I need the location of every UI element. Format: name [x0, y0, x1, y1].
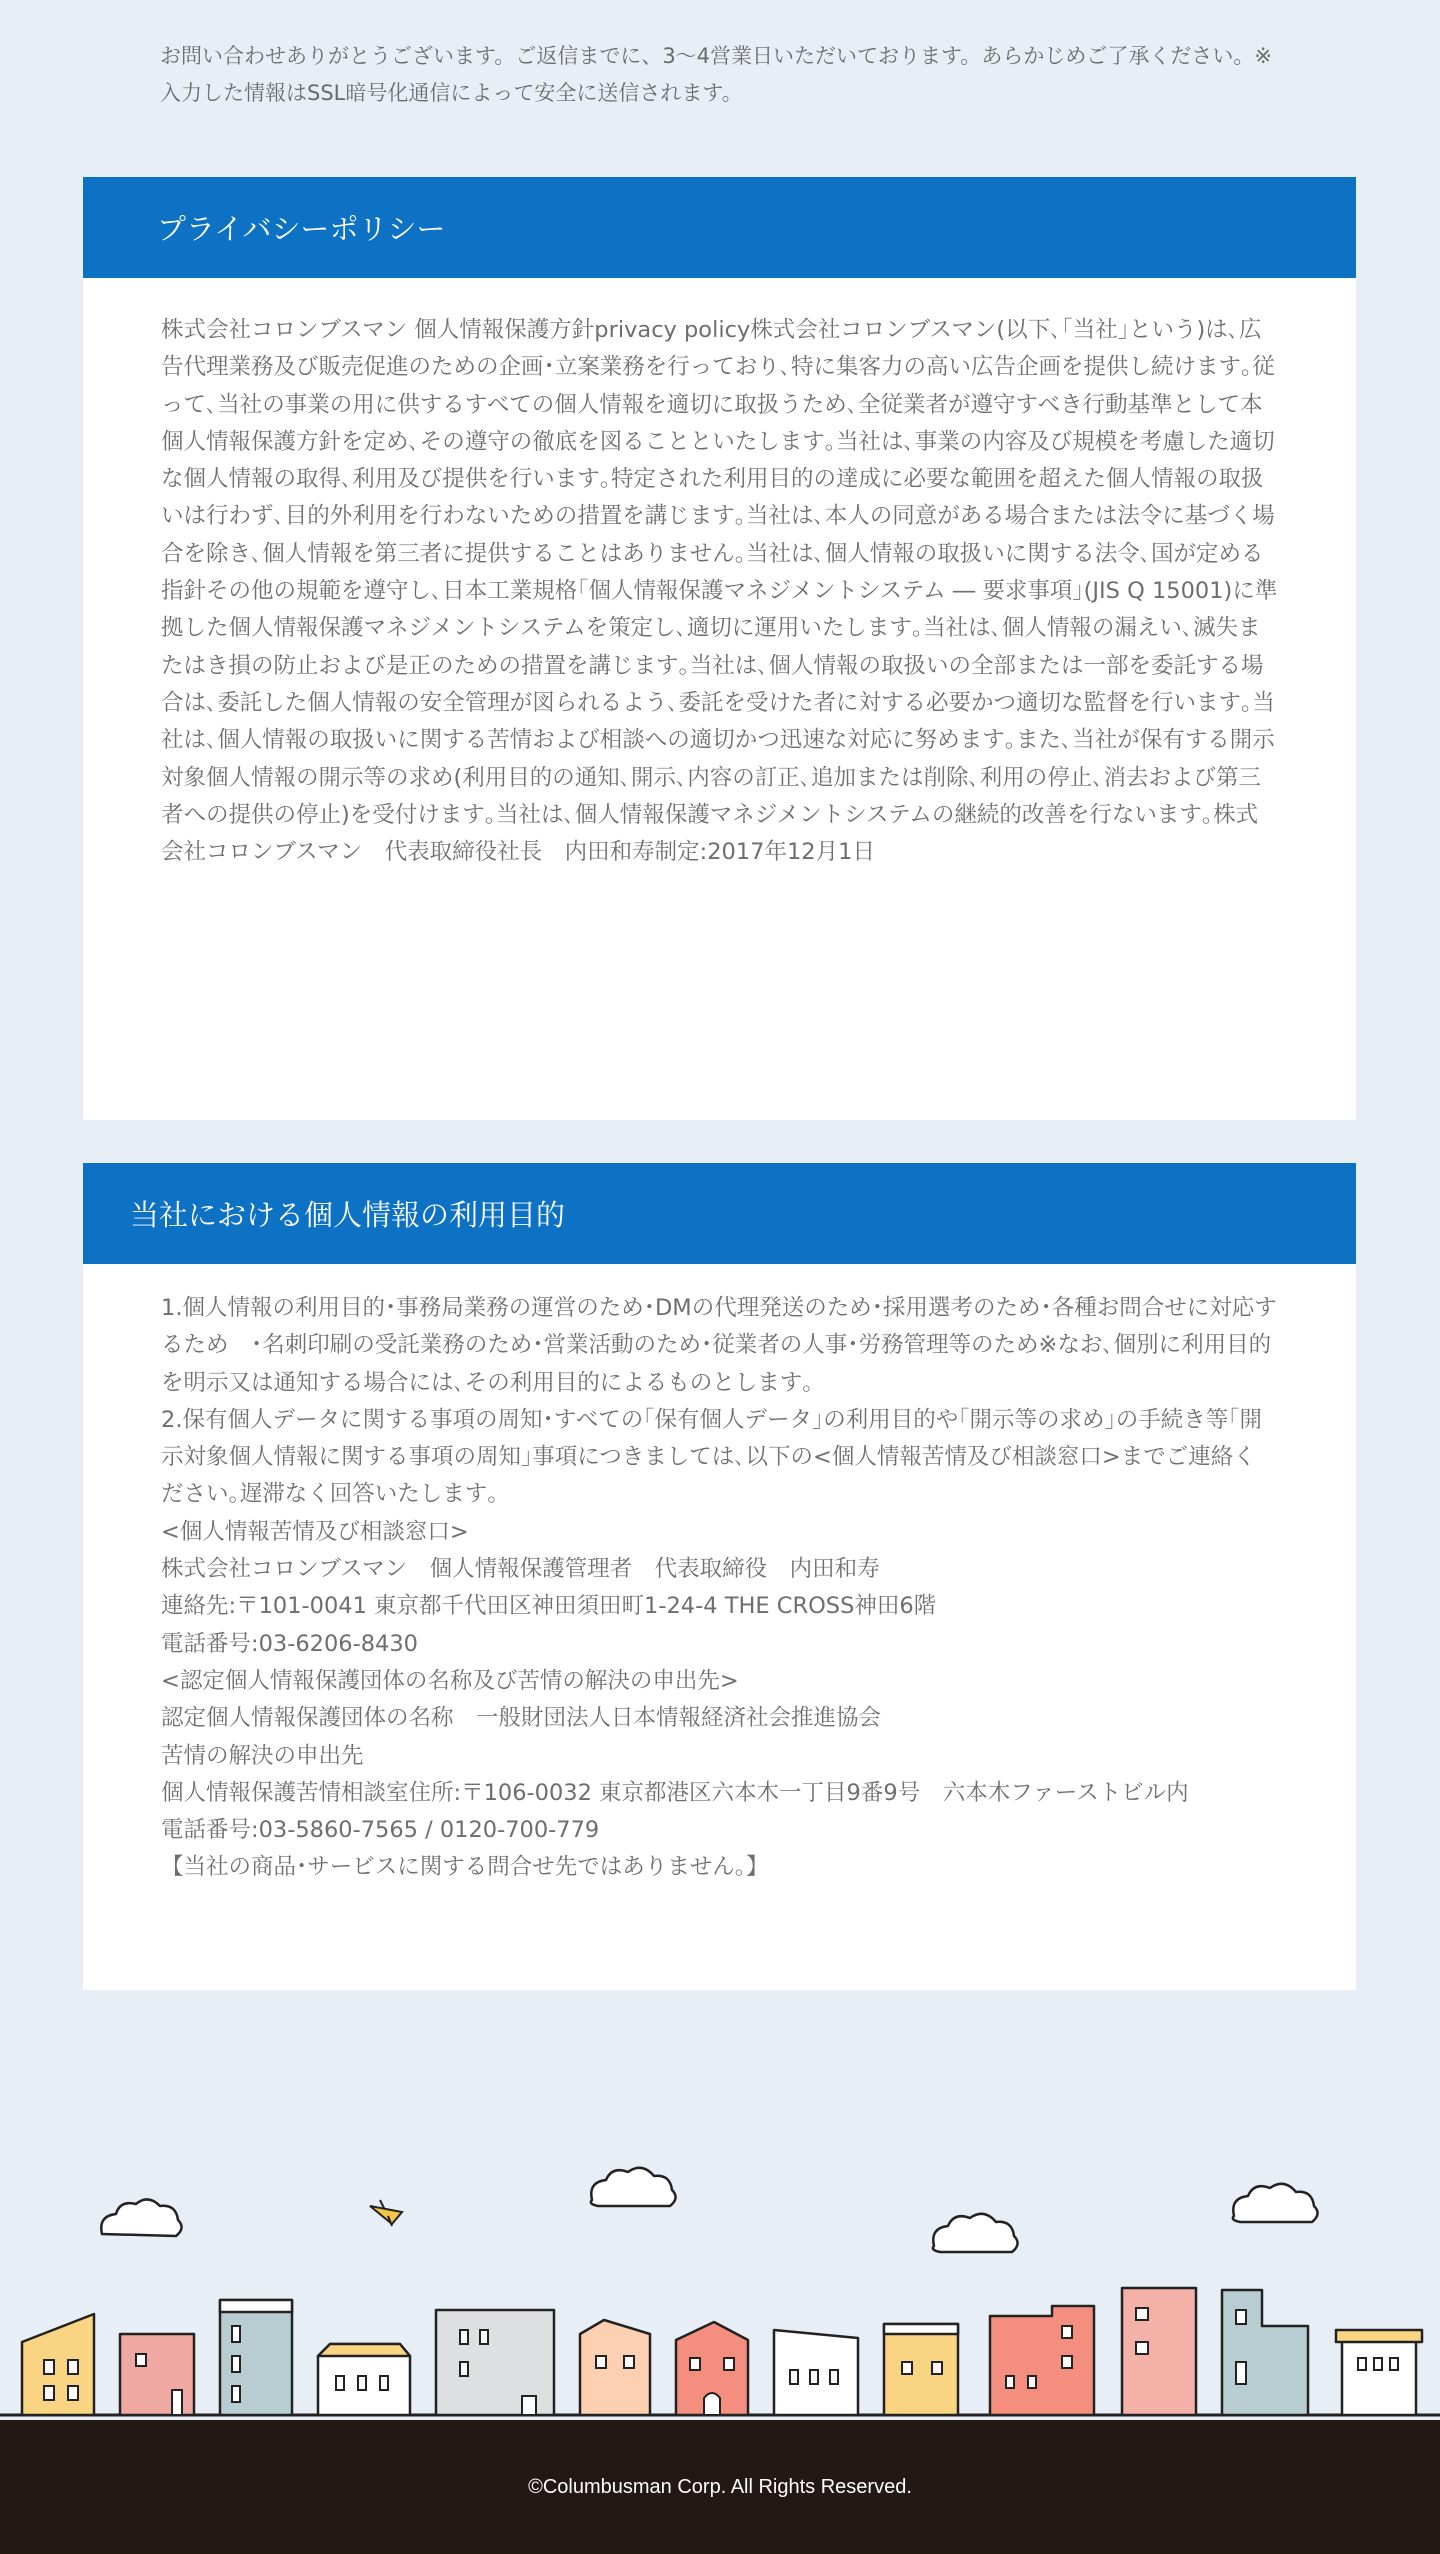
building-icon: [1122, 2288, 1196, 2415]
building-icon: [580, 2320, 650, 2415]
purpose-line: 1.個人情報の利用目的･事務局業務の運営のため･DMの代理発送のため･採用選考のため･各種お問合せに対応するため ･名刺印刷の受託業務のため･営業活動のため･従業者の人事･労務管理等のため※なお､個別に利用目的を明示又は通知する場合には､その利用目的によるものとします｡: [161, 1295, 1277, 1396]
contact-phone: 電話番号:03-6206-8430: [161, 1630, 418, 1657]
usage-purpose-section: [83, 1163, 1356, 1990]
building-icon: [1342, 2332, 1416, 2415]
town-illustration: [0, 2150, 1440, 2420]
complaint-office-phone: 電話番号:03-5860-7565 / 0120-700-779: [161, 1817, 600, 1844]
building-icon: [220, 2300, 292, 2415]
building-icon: [22, 2314, 94, 2415]
certified-org-heading: <認定個人情報保護団体の名称及び苦情の解決の申出先>: [161, 1667, 739, 1694]
cloud-icon: [591, 2168, 676, 2206]
privacy-manager: 株式会社コロンブスマン 個人情報保護管理者 代表取締役 内田和寿: [161, 1556, 880, 1583]
usage-purpose-title: 当社における個人情報の利用目的: [130, 1198, 566, 1232]
building-icon: [1222, 2290, 1308, 2415]
complaint-contact-label: 苦情の解決の申出先: [161, 1742, 364, 1769]
privacy-policy-section: [83, 177, 1356, 1120]
usage-purpose-body: [83, 1264, 1356, 1887]
complaint-office-address: 個人情報保護苦情相談室住所:〒106-0032 東京都港区六本木一丁目9番9号 六本木ファーストビル内: [161, 1779, 1189, 1806]
inquiry-note: 【当社の商品･サービスに関する問合せ先ではありません｡】: [161, 1854, 769, 1881]
purpose-line: 2.保有個人データに関する事項の周知･すべての｢保有個人データ｣の利用目的や｢開示等の求め｣の手続き等｢開示対象個人情報に関する事項の周知｣事項につきましては､以下の<個人情報苦情及び相談窓口>までご連絡ください｡遅滞なく回答いたします｡: [161, 1406, 1263, 1508]
usage-purpose-header: [83, 1163, 1356, 1264]
building-icon: [884, 2324, 958, 2415]
airplane-icon: [370, 2200, 402, 2226]
privacy-policy-body: 株式会社コロンブスマン 個人情報保護方針privacy policy株式会社コロンブスマン(以下､｢当社｣という)は､広告代理業務及び販売促進のための企画･立案業務を行っており､特に集客力の高い広告企画を提供し続けます｡従って､当社の事業の用に供するすべての個人情報を適切に取扱うため､全従業者が遵守すべき行動基準として本個人情報保護方針を定め､その遵守の徹底を図ることといたします｡当社は､事業の内容及び規模を考慮した適切な個人情報の取得､利用及び提供を行います｡特定された利用目的の達成に必要な範囲を超えた個人情報の取扱いは行わず､目的外利用を行わないための措置を講じます｡当社は､本人の同意がある場合または法令に基づく場合を除き､個人情報を第三者に提供することはありません｡当社は､個人情報の取扱いに関する法令､国が定める指針その他の規範を遵守し､日本工業規格｢個人情報保護マネジメントシステム ― 要求事項｣(JIS Q 15001)に準拠した個人情報保護マネジメントシステムを策定し､適切に運用いたします｡当社は､個人情報の漏えい､滅失またはき損の防止および是正のための措置を講じます｡当社は､個人情報の取扱いの全部または一部を委託する場合は､委託した個人情報の安全管理が図られるよう､委託を受けた者に対する必要かつ適切な監督を行います｡当社は､個人情報の取扱いに関する苦情および相談への適切かつ迅速な対応に努めます｡また､当社が保有する開示対象個人情報の開示等の求め(利用目的の通知､開示､内容の訂正､追加または削除､利用の停止､消去および第三者への提供の停止)を受付けます｡当社は､個人情報保護マネジメントシステムの継続的改善を行ないます｡株式会社コロンブスマン 代表取締役社長 内田和寿制定:2017年12月1日: [161, 317, 1278, 866]
cloud-icon: [1233, 2184, 1318, 2222]
privacy-policy-title: プライバシーポリシー: [157, 212, 446, 246]
contact-window-heading: <個人情報苦情及び相談窓口>: [161, 1518, 469, 1545]
copyright-text: ©Columbusman Corp. All Rights Reserved.: [528, 2475, 912, 2498]
page-footer: [0, 2420, 1440, 2554]
contact-address: 連絡先:〒101-0041 東京都千代田区神田須田町1-24-4 THE CROSS神田6階: [161, 1593, 937, 1620]
building-icon: [990, 2306, 1094, 2415]
certified-org-name: 認定個人情報保護団体の名称 一般財団法人日本情報経済社会推進協会: [161, 1705, 882, 1732]
intro-text: お問い合わせありがとうございます。ご返信までに、3～4営業日いただいております。あらかじめご了承ください。※入力した情報はSSL暗号化通信によって安全に送信されます。: [160, 44, 1272, 105]
cloud-icon: [101, 2199, 181, 2236]
privacy-policy-header: [83, 177, 1356, 278]
cloud-icon: [933, 2214, 1018, 2252]
